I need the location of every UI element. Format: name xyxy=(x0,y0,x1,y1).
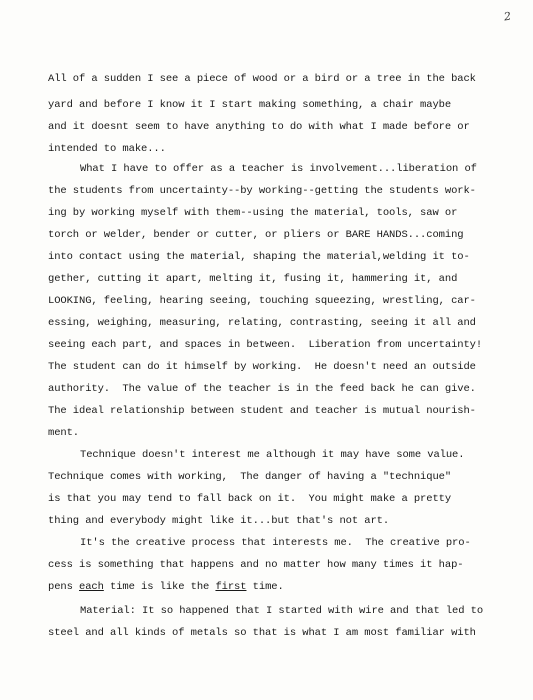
text-line: essing, weighing, measuring, relating, contrasting, seeing it all and xyxy=(48,317,476,329)
text-line: seeing each part, and spaces in between. Liberation from uncertainty! xyxy=(48,339,483,351)
text-line: torch or welder, bender or cutter, or pliers or BARE HANDS...coming xyxy=(48,229,464,241)
text-line: into contact using the material, shaping the material,welding it to- xyxy=(48,251,470,263)
text-line: is that you may tend to fall back on it. You might make a pretty xyxy=(48,493,452,505)
text-line: intended to make... xyxy=(48,143,166,155)
text-line: gether, cutting it apart, melting it, fusing it, hammering it, and xyxy=(48,273,458,285)
text-line: The ideal relationship between student and teacher is mutual nourish- xyxy=(48,405,476,417)
text-line: Material: It so happened that I started with wire and that led to xyxy=(80,605,484,617)
text-line: authority. The value of the teacher is in the feed back he can give. xyxy=(48,383,476,395)
text-line: It's the creative process that interests me. The creative pro- xyxy=(80,537,471,549)
text-line: thing and everybody might like it...but that's not art. xyxy=(48,515,390,527)
text-line: The student can do it himself by working. He doesn't need an outside xyxy=(48,361,476,373)
text-line: the students from uncertainty--by working--getting the students work- xyxy=(48,185,476,197)
text-line: What I have to offer as a teacher is involvement...liberation of xyxy=(80,163,477,175)
underlined-word: first xyxy=(215,581,247,593)
page-number: 2 xyxy=(503,9,512,24)
text-segment: time is like the xyxy=(103,581,216,593)
text-line-underlined xyxy=(48,580,533,594)
text-line: LOOKING, feeling, hearing seeing, touching squeezing, wrestling, car- xyxy=(48,295,476,307)
text-segment: pens xyxy=(48,581,80,593)
text-segment: time. xyxy=(246,581,284,593)
text-line: cess is something that happens and no matter how many times it hap- xyxy=(48,559,464,571)
text-line: yard and before I know it I start making something, a chair maybe xyxy=(48,99,452,111)
text-line: steel and all kinds of metals so that is what I am most familiar with xyxy=(48,627,476,639)
underlined-word: each xyxy=(79,581,104,593)
text-line: Technique doesn't interest me although it may have some value. xyxy=(80,449,465,461)
text-line: ing by working myself with them--using the material, tools, saw or xyxy=(48,207,458,219)
text-line: All of a sudden I see a piece of wood or a bird or a tree in the back xyxy=(48,73,476,85)
text-line: and it doesnt seem to have anything to do with what I made before or xyxy=(48,121,470,133)
text-line: Technique comes with working, The danger of having a "technique" xyxy=(48,471,452,483)
text-line: ment. xyxy=(48,427,80,439)
